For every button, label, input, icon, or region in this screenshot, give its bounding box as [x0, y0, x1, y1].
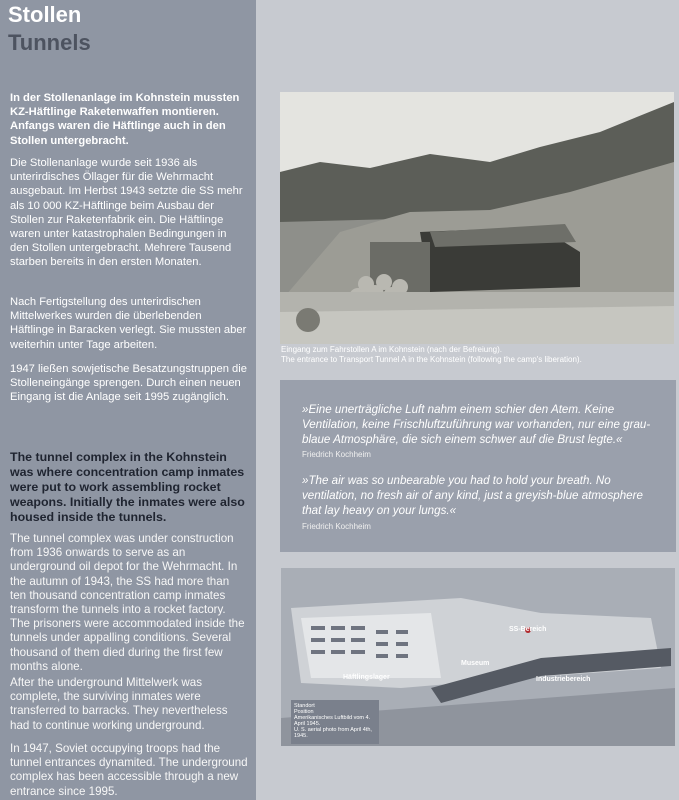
german-lead: In der Stollenanlage im Kohnstein mussten KZ-Häftlinge Raketenwaffen montieren. Anfangs waren die Häftlinge auch in den Stollen untergebracht.: [10, 92, 240, 147]
legend-marker-label: Standort: [294, 703, 315, 709]
english-paragraph-3: In 1947, Soviet occupying troops had the tunnel entrances dynamited. The underground complex has been accessible through a new entrance since 1995.: [10, 742, 248, 798]
map-label-haeftlingslager: Häftlingslager: [343, 674, 390, 681]
text-panel: [0, 0, 256, 800]
english-lead: The tunnel complex in the Kohnstein was where concentration camp inmates were put to work assembling rocket weapons. Initially the inmates were also housed inside the tunnels.: [10, 450, 245, 524]
title-english: Tunnels: [8, 30, 91, 55]
english-paragraph-2: After the underground Mittelwerk was complete, the surviving inmates were transferred to barracks. They nevertheless had to continue working underground.: [10, 676, 228, 732]
quote-box: [280, 380, 676, 552]
legend-photo-english: U. S. aerial photo from April 4th, 1945.: [294, 727, 372, 739]
map-label-industrie: Industriebereich: [536, 676, 591, 683]
map-label-museum: Museum: [461, 660, 490, 667]
quote-english: »The air was so unbearable you had to hold your breath. No ventilation, no fresh air of any kind, just a greyish-blue atmosphere that lay heavy on your lungs.«: [302, 474, 643, 517]
tunnel-entrance-photo: [280, 92, 674, 344]
german-paragraph-3: 1947 ließen sowjetische Besatzungstruppen die Stolleneingänge sprengen. Durch einen neuen Eingang ist die Anlage seit 1995 zugänglich.: [10, 363, 247, 404]
legend-photo-german: Amerikanisches Luftbild vom 4. April 1945.: [294, 715, 371, 727]
quote-german: »Eine unerträgliche Luft nahm einem schier den Atem. Keine Ventilation, keine Frischluftzuführung war vorhanden, nur eine grau-blaue Atmosphäre, die sich einem schwer auf die Brust legte.«: [302, 403, 651, 446]
photo-caption-german: Eingang zum Fahrstollen A im Kohnstein (nach der Befreiung).: [281, 345, 503, 354]
map-legend: [291, 700, 379, 744]
legend-marker-label-en: Position: [294, 709, 314, 715]
title-german: Stollen: [8, 2, 82, 27]
german-paragraph-1: Die Stollenanlage wurde seit 1936 als unterirdisches Öllager für die Wehrmacht ausgebaut. Im Herbst 1943 setzte die SS mehr als 10 000 KZ-Häftlinge beim Ausbau der Stollen zur Raketenfabrik ein. Die Häftlinge waren unter katastrophalen Bedingungen in den Stollen untergebracht. Mehrere Tausend starben bereits in den ersten Monaten.: [10, 157, 243, 269]
quote-german-source: Friedrich Kochheim: [302, 450, 371, 459]
quote-english-source: Friedrich Kochheim: [302, 522, 371, 531]
tunnel-photo-illustration: [280, 92, 674, 344]
english-paragraph-1: The tunnel complex was under construction from 1936 onwards to serve as an underground oil depot for the Wehrmacht. In the autumn of 1943, the SS had more than ten thousand concentration camp inmates transform the tunnels into a rocket factory. The prisoners were accommodated inside the tunnels under appalling conditions. Several thousand of them died during the first few months alone.: [10, 532, 245, 673]
aerial-map: [281, 568, 675, 746]
photo-caption-english: The entrance to Transport Tunnel A in the Kohnstein (following the camp's liberation).: [281, 355, 582, 364]
german-paragraph-2: Nach Fertigstellung des unterirdischen Mittelwerkes wurden die überlebenden Häftlinge in Baracken verlegt. Sie mussten aber weiterhin unter Tage arbeiten.: [10, 296, 247, 351]
map-label-ss: SS-Bereich: [509, 626, 547, 633]
